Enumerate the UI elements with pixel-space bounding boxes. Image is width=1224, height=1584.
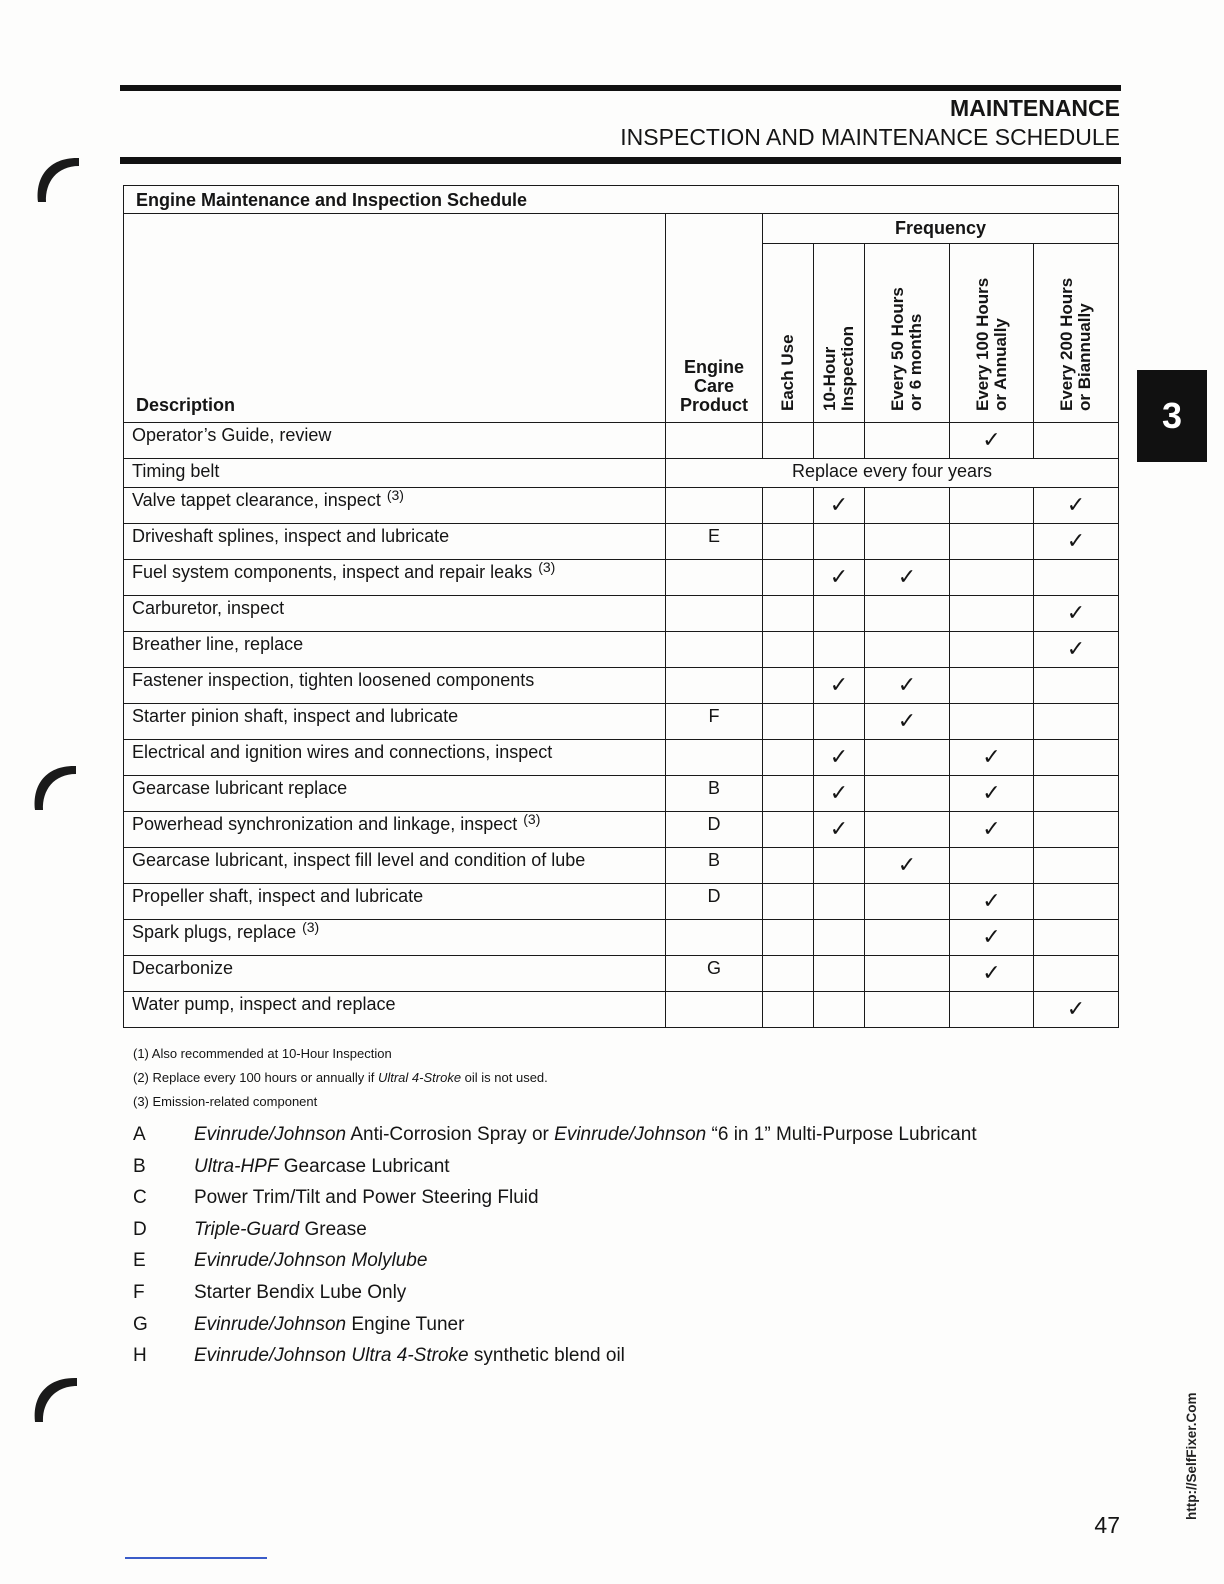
row-engine-care-product: B — [666, 848, 763, 884]
footnote-reference: (3) — [386, 487, 404, 503]
text-segment: Evinrude/Johnson — [194, 1313, 347, 1335]
footnote — [133, 1066, 548, 1090]
legend-letter: H — [133, 1345, 147, 1367]
frequency-column-label — [974, 245, 1010, 411]
check-mark-icon: ✓ — [897, 565, 917, 590]
row-frequency-cell — [950, 632, 1034, 668]
row-frequency-cell — [950, 848, 1034, 884]
row-engine-care-product — [666, 668, 763, 704]
legend-text — [194, 1245, 427, 1277]
frequency-column-label — [821, 245, 857, 411]
engine-care-product-column-header — [666, 214, 763, 423]
check-mark-icon: ✓ — [829, 565, 849, 590]
check-mark-icon: ✓ — [829, 781, 849, 806]
row-frequency-cell — [865, 992, 950, 1028]
row-frequency-cell — [950, 992, 1034, 1028]
text-segment: Evinrude/Johnson Molylube — [194, 1250, 428, 1272]
check-mark-icon: ✓ — [897, 673, 917, 698]
row-frequency-cell — [814, 920, 865, 956]
product-header-line: Care — [693, 376, 735, 396]
legend-text — [194, 1151, 450, 1183]
product-header-line: Product — [679, 395, 748, 415]
legend-item — [133, 1182, 977, 1214]
legend-item — [133, 1277, 977, 1309]
row-frequency-cell — [950, 884, 1034, 920]
check-mark-icon: ✓ — [1066, 493, 1086, 518]
frequency-column-label-wrap — [1034, 245, 1118, 411]
table-row — [124, 704, 1119, 740]
frequency-column-header — [1034, 244, 1119, 423]
table-row — [124, 992, 1119, 1028]
row-description — [124, 704, 666, 740]
text-segment: Evinrude/Johnson — [554, 1124, 707, 1145]
row-engine-care-product — [666, 560, 763, 596]
frequency-column-label-line: Every 100 Hours — [972, 277, 992, 411]
row-frequency-cell — [1034, 740, 1119, 776]
row-frequency-cell — [814, 848, 865, 884]
row-frequency-cell — [865, 848, 950, 884]
row-frequency-cell — [763, 668, 814, 704]
header-rule-top — [120, 85, 1121, 91]
frequency-column-label — [1058, 245, 1094, 411]
check-mark-icon: ✓ — [829, 673, 849, 698]
row-description — [124, 848, 666, 884]
row-description — [124, 920, 666, 956]
page-number: 47 — [1094, 1512, 1120, 1538]
check-mark-icon: ✓ — [897, 709, 917, 734]
frequency-column-label-line: Inspection — [838, 325, 857, 411]
check-mark-icon: ✓ — [1066, 529, 1086, 554]
legend-text — [194, 1340, 625, 1372]
row-frequency-cell — [1034, 524, 1119, 560]
legend-text — [194, 1214, 367, 1246]
row-description-text: Starter pinion shaft, inspect and lubricate — [132, 706, 459, 726]
check-mark-icon: ✓ — [829, 817, 849, 842]
row-description — [124, 596, 666, 632]
frequency-column-header — [814, 244, 865, 423]
row-description — [124, 740, 666, 776]
row-frequency-cell — [1034, 884, 1119, 920]
check-mark-icon: ✓ — [897, 853, 917, 878]
text-segment: Anti-Corrosion Spray or — [346, 1124, 555, 1145]
product-legend — [133, 1119, 977, 1372]
row-frequency-cell — [1034, 632, 1119, 668]
check-mark-icon: ✓ — [829, 493, 849, 518]
row-frequency-cell — [814, 488, 865, 524]
footnote-reference: (3) — [523, 811, 541, 827]
frequency-column-label-line: or 6 months — [906, 313, 925, 411]
row-frequency-cell — [763, 992, 814, 1028]
frequency-column-label-wrap — [814, 245, 864, 411]
row-description-text: Fastener inspection, tighten loosened components — [132, 670, 535, 690]
text-segment: Starter Bendix Lube Only — [194, 1281, 407, 1303]
footnotes — [133, 1042, 548, 1114]
row-frequency-cell — [950, 524, 1034, 560]
legend-letter: C — [133, 1187, 147, 1209]
row-frequency-cell — [865, 740, 950, 776]
frequency-column-label-line: Every 50 Hours — [888, 287, 907, 411]
table-title-row — [124, 186, 1119, 214]
frequency-column-label — [889, 245, 925, 411]
legend-text — [194, 1182, 539, 1214]
legend-text — [194, 1309, 464, 1341]
row-frequency-cell — [1034, 488, 1119, 524]
frequency-column-label — [779, 245, 797, 411]
row-description-text: Spark plugs, replace — [132, 922, 297, 942]
legend-item — [133, 1245, 977, 1277]
table-row — [124, 423, 1119, 459]
row-frequency-cell — [763, 776, 814, 812]
table-row — [124, 668, 1119, 704]
row-frequency-cell — [950, 740, 1034, 776]
frequency-column-label-line: Every 200 Hours — [1057, 277, 1077, 411]
row-frequency-cell — [763, 956, 814, 992]
row-description-text: Valve tappet clearance, inspect — [132, 490, 381, 510]
row-description — [124, 992, 666, 1028]
check-mark-icon: ✓ — [982, 925, 1001, 950]
row-frequency-cell — [865, 524, 950, 560]
check-mark-icon: ✓ — [982, 889, 1001, 914]
row-frequency-cell — [814, 423, 865, 459]
row-description — [124, 560, 666, 596]
row-engine-care-product — [666, 632, 763, 668]
row-frequency-cell — [1034, 776, 1119, 812]
frequency-column-label-line: or Annually — [990, 318, 1010, 411]
row-frequency-cell — [814, 668, 865, 704]
row-frequency-cell — [865, 488, 950, 524]
legend-item — [133, 1119, 977, 1151]
row-frequency-cell — [865, 632, 950, 668]
row-frequency-cell — [865, 920, 950, 956]
row-frequency-cell — [763, 812, 814, 848]
row-engine-care-product — [666, 920, 763, 956]
row-engine-care-product: G — [666, 956, 763, 992]
frequency-column-header — [950, 244, 1034, 423]
product-header-line: Engine — [683, 357, 744, 377]
row-engine-care-product — [666, 596, 763, 632]
row-frequency-cell — [814, 596, 865, 632]
check-mark-icon: ✓ — [1066, 601, 1086, 626]
row-engine-care-product: E — [666, 524, 763, 560]
legend-letter: D — [133, 1218, 147, 1240]
row-description-text: Gearcase lubricant, inspect fill level and condition of lube — [132, 850, 586, 870]
check-mark-icon: ✓ — [982, 817, 1001, 842]
row-description-text: Gearcase lubricant replace — [132, 778, 348, 798]
row-frequency-cell — [1034, 596, 1119, 632]
row-description — [124, 524, 666, 560]
check-mark-icon: ✓ — [1066, 997, 1086, 1022]
row-frequency-cell — [865, 956, 950, 992]
row-description-text: Electrical and ignition wires and connections, inspect — [132, 742, 553, 762]
watermark-url: http://SelfFixer.Com — [1184, 1392, 1199, 1520]
check-mark-icon: ✓ — [982, 745, 1001, 770]
row-frequency-cell — [1034, 812, 1119, 848]
row-frequency-cell — [763, 704, 814, 740]
maintenance-schedule-table — [123, 185, 1119, 1028]
row-frequency-cell — [950, 704, 1034, 740]
table-row — [124, 488, 1119, 524]
check-mark-icon: ✓ — [982, 781, 1001, 806]
row-frequency-cell — [814, 704, 865, 740]
table-row — [124, 560, 1119, 596]
table-row — [124, 776, 1119, 812]
text-segment: “6 in 1” Multi-Purpose Lubricant — [706, 1124, 977, 1145]
legend-item — [133, 1309, 977, 1341]
row-frequency-cell — [865, 812, 950, 848]
row-frequency-cell — [814, 524, 865, 560]
table-row — [124, 459, 1119, 488]
row-frequency-cell — [1034, 704, 1119, 740]
chapter-number: 3 — [1161, 395, 1183, 436]
section-subtitle: INSPECTION AND MAINTENANCE SCHEDULE — [620, 124, 1120, 150]
table-row — [124, 740, 1119, 776]
table-row — [124, 596, 1119, 632]
row-frequency-cell — [865, 596, 950, 632]
row-frequency-cell — [950, 776, 1034, 812]
row-engine-care-product: D — [666, 884, 763, 920]
row-frequency-cell — [763, 423, 814, 459]
text-segment: synthetic blend oil — [468, 1345, 625, 1367]
row-frequency-cell — [1034, 956, 1119, 992]
text-segment: Ultral 4-Stroke — [377, 1070, 462, 1085]
row-frequency-cell — [763, 560, 814, 596]
row-engine-care-product — [666, 992, 763, 1028]
row-engine-care-product: D — [666, 812, 763, 848]
binder-hole-mark — [35, 1378, 77, 1422]
binder-hole-mark — [38, 158, 79, 202]
binder-hole-mark — [35, 766, 76, 810]
legend-letter: F — [133, 1281, 145, 1303]
row-frequency-cell — [950, 956, 1034, 992]
row-frequency-cell — [1034, 848, 1119, 884]
row-description — [124, 884, 666, 920]
frequency-column-header — [865, 244, 950, 423]
row-engine-care-product — [666, 488, 763, 524]
text-segment: Grease — [299, 1218, 367, 1240]
row-frequency-cell — [950, 668, 1034, 704]
check-mark-icon: ✓ — [829, 745, 849, 770]
table-row — [124, 884, 1119, 920]
footnote-reference: (3) — [538, 559, 556, 575]
check-mark-icon: ✓ — [982, 428, 1001, 453]
row-frequency-cell — [763, 920, 814, 956]
row-frequency-cell — [950, 560, 1034, 596]
row-description-text: Breather line, replace — [132, 634, 304, 654]
row-frequency-cell — [814, 812, 865, 848]
row-description — [124, 956, 666, 992]
table-row — [124, 920, 1119, 956]
frequency-header: Frequency — [763, 214, 1119, 244]
row-description-text: Propeller shaft, inspect and lubricate — [132, 886, 424, 906]
row-frequency-cell — [865, 560, 950, 596]
row-frequency-cell — [1034, 992, 1119, 1028]
check-mark-icon: ✓ — [1066, 637, 1086, 662]
row-frequency-cell — [814, 740, 865, 776]
row-description — [124, 668, 666, 704]
row-description-text: Driveshaft splines, inspect and lubricate — [132, 526, 450, 546]
text-segment: oil is not used. — [461, 1070, 548, 1085]
row-engine-care-product: F — [666, 704, 763, 740]
table-row — [124, 812, 1119, 848]
text-segment: Evinrude/Johnson Ultra 4-Stroke — [194, 1345, 469, 1367]
text-segment: (3) Emission-related component — [133, 1094, 318, 1109]
row-frequency-cell — [865, 668, 950, 704]
row-frequency-cell — [950, 596, 1034, 632]
row-engine-care-product — [666, 423, 763, 459]
row-description-text: Fuel system components, inspect and repair leaks — [132, 562, 533, 582]
chapter-tab — [1137, 370, 1207, 462]
footnote — [133, 1090, 548, 1114]
row-frequency-cell — [763, 488, 814, 524]
row-description — [124, 488, 666, 524]
table-row — [124, 956, 1119, 992]
row-description — [124, 776, 666, 812]
row-frequency-cell — [763, 848, 814, 884]
legend-item — [133, 1151, 977, 1183]
footnote — [133, 1042, 548, 1066]
row-frequency-cell — [814, 560, 865, 596]
legend-item — [133, 1214, 977, 1246]
row-frequency-cell — [814, 992, 865, 1028]
table-row — [124, 524, 1119, 560]
description-column-header — [124, 214, 666, 423]
row-engine-care-product — [666, 740, 763, 776]
frequency-column-label-line: 10-Hour — [820, 346, 839, 411]
row-frequency-cell — [865, 423, 950, 459]
legend-letter: G — [133, 1313, 148, 1335]
row-frequency-cell — [814, 776, 865, 812]
legend-text — [194, 1119, 977, 1151]
legend-letter: E — [133, 1250, 146, 1272]
frequency-column-label-wrap — [950, 245, 1033, 411]
legend-text — [194, 1277, 406, 1309]
row-frequency-cell — [950, 423, 1034, 459]
row-frequency-cell — [814, 884, 865, 920]
table-head — [124, 186, 1119, 423]
text-segment: Engine Tuner — [346, 1313, 465, 1335]
row-description-text: Powerhead synchronization and linkage, inspect — [132, 814, 518, 834]
frequency-column-label-wrap — [763, 245, 813, 411]
row-frequency-cell — [763, 596, 814, 632]
row-frequency-cell — [1034, 920, 1119, 956]
row-frequency-cell — [1034, 668, 1119, 704]
text-segment: (2) Replace every 100 hours or annually if — [133, 1070, 378, 1085]
frequency-column-label-wrap — [865, 245, 949, 411]
table-row — [124, 848, 1119, 884]
row-description-text: Timing belt — [132, 461, 220, 481]
row-frequency-cell — [865, 704, 950, 740]
text-segment: Power Trim/Tilt and Power Steering Fluid — [194, 1187, 539, 1209]
row-description-text: Decarbonize — [132, 958, 234, 978]
frequency-column-label-line: or Biannually — [1075, 303, 1095, 411]
schedule-body — [124, 423, 1119, 1028]
description-header-label: Description — [136, 395, 236, 415]
row-description-text: Water pump, inspect and replace — [132, 994, 396, 1014]
text-segment: Triple-Guard — [194, 1218, 300, 1240]
check-mark-icon: ✓ — [982, 961, 1001, 986]
text-segment: (1) Also recommended at 10-Hour Inspection — [133, 1046, 392, 1061]
row-description — [124, 423, 666, 459]
text-segment: Evinrude/Johnson — [194, 1124, 347, 1145]
legend-letter: A — [133, 1124, 146, 1145]
header-rule-bottom — [120, 157, 1121, 164]
row-frequency-cell — [763, 740, 814, 776]
row-description — [124, 632, 666, 668]
row-description-text: Operator’s Guide, review — [132, 425, 332, 445]
text-segment: Gearcase Lubricant — [278, 1155, 450, 1177]
legend-letter: B — [133, 1155, 146, 1177]
row-frequency-cell — [865, 884, 950, 920]
row-frequency-cell — [950, 488, 1034, 524]
row-engine-care-product: B — [666, 776, 763, 812]
frequency-column-label-line: Each Use — [778, 334, 797, 411]
row-frequency-cell — [1034, 423, 1119, 459]
table-header-row — [124, 214, 1119, 244]
row-description — [124, 459, 666, 488]
row-frequency-note: Replace every four years — [666, 459, 1119, 488]
row-frequency-cell — [814, 632, 865, 668]
row-frequency-cell — [814, 956, 865, 992]
footnote-reference: (3) — [302, 919, 320, 935]
row-frequency-cell — [763, 524, 814, 560]
text-segment: Ultra-HPF — [194, 1155, 279, 1177]
row-frequency-cell — [763, 884, 814, 920]
row-description — [124, 812, 666, 848]
table-row — [124, 632, 1119, 668]
section-title: MAINTENANCE — [950, 95, 1120, 121]
row-frequency-cell — [950, 920, 1034, 956]
table-title: Engine Maintenance and Inspection Schedule — [124, 186, 1119, 214]
row-frequency-cell — [763, 632, 814, 668]
row-frequency-cell — [950, 812, 1034, 848]
row-frequency-cell — [1034, 560, 1119, 596]
legend-item — [133, 1340, 977, 1372]
row-frequency-cell — [865, 776, 950, 812]
frequency-column-header — [763, 244, 814, 423]
link-underline — [125, 1557, 267, 1559]
row-description-text: Carburetor, inspect — [132, 598, 285, 618]
